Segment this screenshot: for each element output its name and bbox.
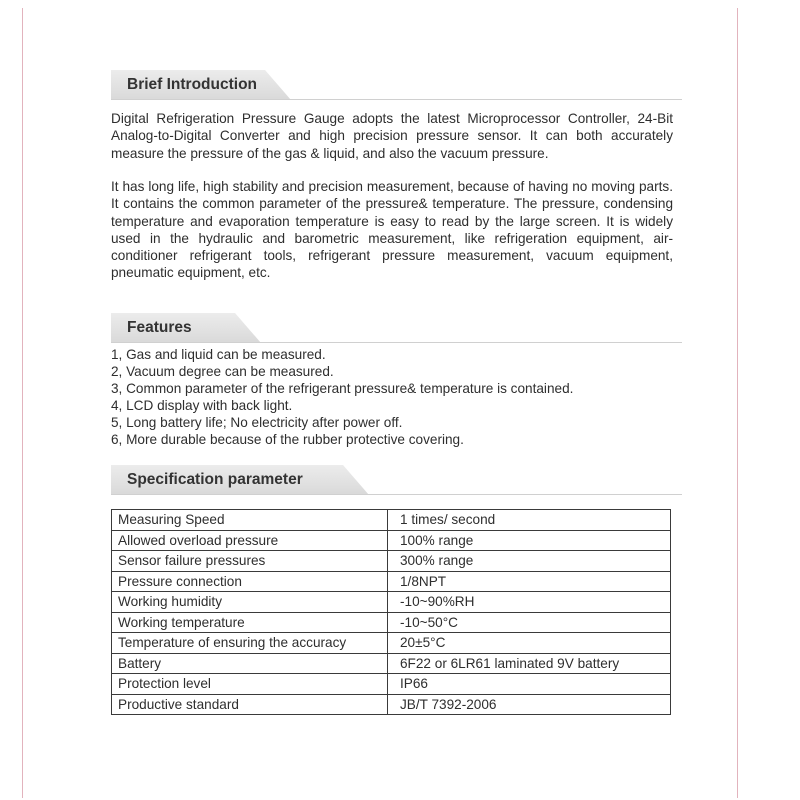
spec-label: Working humidity: [112, 592, 388, 613]
section-divider: [111, 494, 682, 495]
table-row: [112, 530, 671, 551]
section-header-specification: [111, 465, 682, 495]
section-divider: [111, 99, 682, 100]
spec-value: -10~50°C: [388, 612, 671, 633]
spec-label: Battery: [112, 653, 388, 674]
table-row: [112, 551, 671, 572]
spec-label: Sensor failure pressures: [112, 551, 388, 572]
intro-paragraph: Digital Refrigeration Pressure Gauge adopts the latest Microprocessor Controller, 24-Bit Analog-to-Digital Converter and high precision pressure sensor. It can both accurately measure the pressure of the gas & liquid, and also the vacuum pressure.: [111, 111, 673, 161]
section-title: Brief Introduction: [127, 76, 258, 93]
spec-value: JB/T 7392-2006: [388, 694, 671, 715]
section-title: Specification parameter: [127, 471, 303, 488]
spec-value: 100% range: [388, 530, 671, 551]
table-row: [112, 510, 671, 531]
spec-label: Temperature of ensuring the accuracy: [112, 633, 388, 654]
spec-label: Protection level: [112, 674, 388, 695]
spec-value: -10~90%RH: [388, 592, 671, 613]
feature-item: 2, Vacuum degree can be measured.: [111, 364, 334, 380]
intro-paragraph: It has long life, high stability and precision measurement, because of having no moving parts. It contains the common parameter of the pressure& temperature. The pressure, condensing temperature and evaporation temperature is easy to read by the large screen. It is widely used in the hydraulic and barometric measurement, like refrigeration equipment, air-conditioner refrigerant tools, refrigerant pressure measurement, vacuum equipment, pneumatic equipment, etc.: [111, 179, 673, 281]
feature-item: 6, More durable because of the rubber protective covering.: [111, 432, 464, 448]
spec-value: 1 times/ second: [388, 510, 671, 531]
spec-value: IP66: [388, 674, 671, 695]
section-divider: [111, 342, 682, 343]
spec-value: 1/8NPT: [388, 571, 671, 592]
table-row: [112, 674, 671, 695]
features-list: [111, 346, 691, 449]
section-title: Features: [127, 319, 192, 336]
table-row: [112, 653, 671, 674]
table-row: [112, 694, 671, 715]
section-header-features: [111, 313, 682, 343]
table-row: [112, 633, 671, 654]
spec-value: 300% range: [388, 551, 671, 572]
table-row: [112, 592, 671, 613]
spec-label: Measuring Speed: [112, 510, 388, 531]
table-row: [112, 612, 671, 633]
feature-item: 4, LCD display with back light.: [111, 398, 293, 414]
spec-label: Working temperature: [112, 612, 388, 633]
feature-item: 5, Long battery life; No electricity after power off.: [111, 415, 403, 431]
feature-item: 1, Gas and liquid can be measured.: [111, 347, 326, 362]
spec-value: 6F22 or 6LR61 laminated 9V battery: [388, 653, 671, 674]
spec-label: Pressure connection: [112, 571, 388, 592]
spec-value: 20±5°C: [388, 633, 671, 654]
specification-table: [111, 509, 671, 715]
spec-label: Productive standard: [112, 694, 388, 715]
table-row: [112, 571, 671, 592]
spec-label: Allowed overload pressure: [112, 530, 388, 551]
section-header-brief-introduction: [111, 70, 682, 100]
feature-item: 3, Common parameter of the refrigerant pressure& temperature is contained.: [111, 381, 574, 397]
